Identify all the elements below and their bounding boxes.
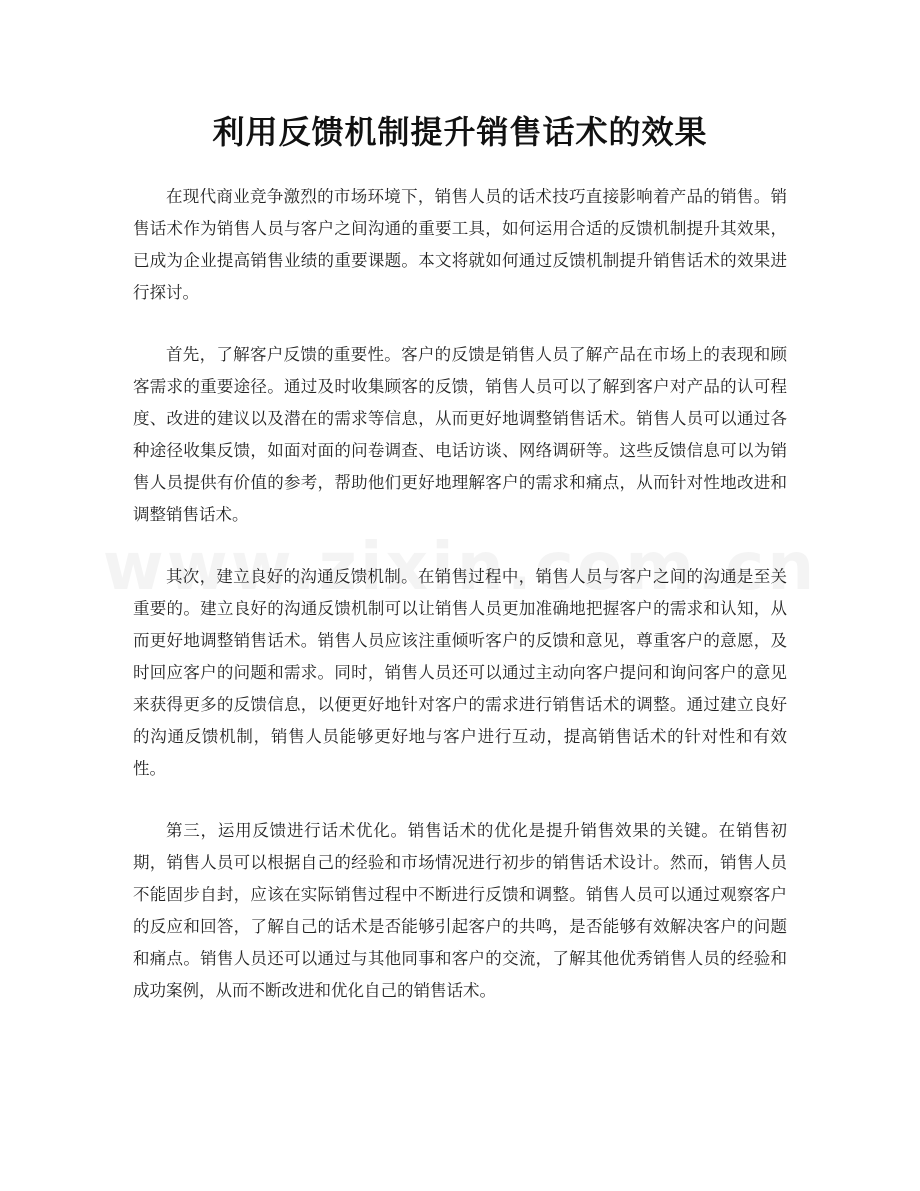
document-body — [133, 181, 787, 1037]
paragraph: 第三，运用反馈进行话术优化。销售话术的优化是提升销售效果的关键。在销售初期，销售人员可以根据自己的经验和市场情况进行初步的销售话术设计。然而，销售人员不能固步自封，应该在实际销售过程中不断进行反馈和调整。销售人员可以通过观察客户的反应和回答，了解自己的话术是否能够引起客户的共鸣，是否能够有效解决客户的问题和痛点。销售人员还可以通过与其他同事和客户的交流，了解其他优秀销售人员的经验和成功案例，从而不断改进和优化自己的销售话术。 — [133, 821, 787, 1000]
paragraph: 首先，了解客户反馈的重要性。客户的反馈是销售人员了解产品在市场上的表现和顾客需求的重要途径。通过及时收集顾客的反馈，销售人员可以了解到客户对产品的认可程度、改进的建议以及潜在的需求等信息，从而更好地调整销售话术。销售人员可以通过各种途径收集反馈，如面对面的问卷调查、电话访谈、网络调研等。这些反馈信息可以为销售人员提供有价值的参考，帮助他们更好地理解客户的需求和痛点，从而针对性地改进和调整销售话术。 — [133, 345, 787, 524]
paragraph: 其次，建立良好的沟通反馈机制。在销售过程中，销售人员与客户之间的沟通是至关重要的。建立良好的沟通反馈机制可以让销售人员更加准确地把握客户的需求和认知，从而更好地调整销售话术。销售人员应该注重倾听客户的反馈和意见，尊重客户的意愿，及时回应客户的问题和需求。同时，销售人员还可以通过主动向客户提问和询问客户的意见来获得更多的反馈信息，以便更好地针对客户的需求进行销售话术的调整。通过建立良好的沟通反馈机制，销售人员能够更好地与客户进行互动，提高销售话术的针对性和有效性。 — [133, 567, 787, 778]
paragraph: 在现代商业竞争激烈的市场环境下，销售人员的话术技巧直接影响着产品的销售。销售话术作为销售人员与客户之间沟通的重要工具，如何运用合适的反馈机制提升其效果，已成为企业提高销售业绩的重要课题。本文将就如何通过反馈机制提升销售话术的效果进行探讨。 — [133, 187, 787, 302]
document-title: 利用反馈机制提升销售话术的效果 — [212, 113, 708, 151]
